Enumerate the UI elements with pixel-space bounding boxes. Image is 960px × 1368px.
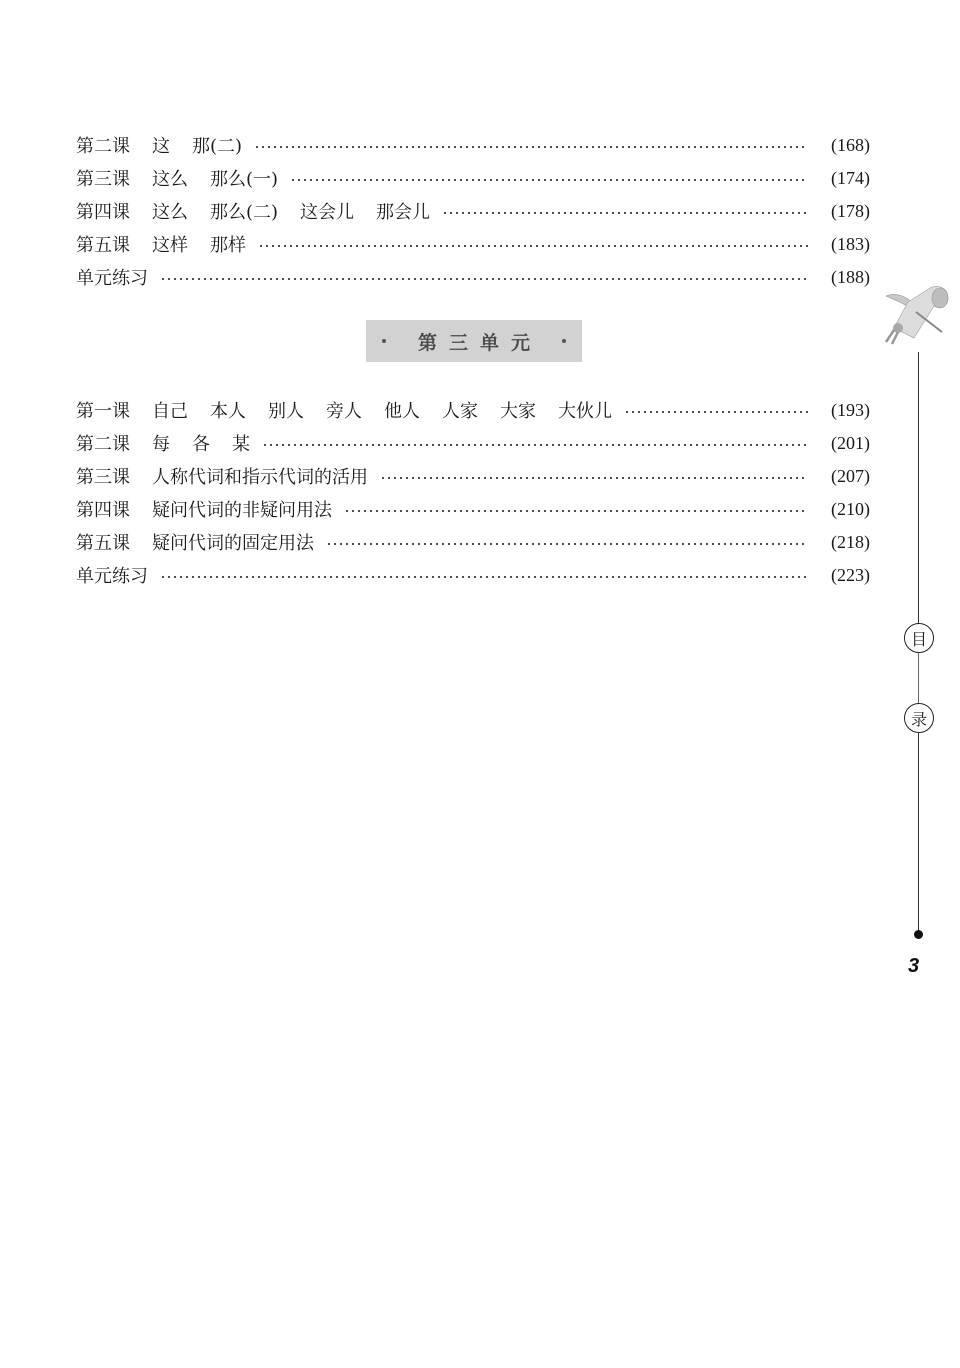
lesson-topic: 每 xyxy=(152,434,170,455)
vertical-rule xyxy=(918,653,919,703)
dot-leader xyxy=(442,212,808,214)
contents-char-lu: 录 xyxy=(904,703,934,733)
lesson-topic: 那么(二) xyxy=(210,202,279,223)
lesson-number: 第二课 xyxy=(76,434,130,455)
lesson-topic: 旁人 xyxy=(326,401,362,422)
end-dot xyxy=(914,930,923,939)
page-ref: (210) xyxy=(831,498,870,519)
page-ref: (223) xyxy=(831,564,870,585)
lesson-number: 第三课 xyxy=(76,467,130,488)
lesson-topic: 那(二) xyxy=(192,136,243,157)
lesson-topic: 大伙儿 xyxy=(558,401,612,422)
page-ref: (201) xyxy=(831,432,870,453)
unit-banner xyxy=(366,320,582,362)
lesson-topic: 那样 xyxy=(210,235,246,256)
toc-entry[interactable] xyxy=(76,264,870,290)
toc-entry[interactable] xyxy=(76,198,870,224)
lesson-number: 第四课 xyxy=(76,500,130,521)
lesson-topic: 各 xyxy=(192,434,210,455)
lesson-topic: 这么 xyxy=(152,202,188,223)
lesson-number: 第一课 xyxy=(76,401,130,422)
dot-leader xyxy=(160,576,808,578)
lesson-topic: 人称代词和指示代词的活用 xyxy=(152,467,368,488)
lesson-number: 第五课 xyxy=(76,533,130,554)
toc-entry[interactable] xyxy=(76,496,870,522)
page-ref: (174) xyxy=(831,167,870,188)
toc-entry[interactable] xyxy=(76,397,870,423)
vertical-rule xyxy=(918,733,919,933)
toc-entry[interactable] xyxy=(76,529,870,555)
bullet-dot xyxy=(382,339,386,343)
contents-char-mu: 目 xyxy=(904,623,934,653)
page-number: 3 xyxy=(908,955,920,977)
dot-leader xyxy=(380,477,808,479)
lesson-topic: 本人 xyxy=(210,401,246,422)
page-ref: (183) xyxy=(831,233,870,254)
lesson-topic: 别人 xyxy=(268,401,304,422)
toc-entry[interactable] xyxy=(76,463,870,489)
page-ref: (218) xyxy=(831,531,870,552)
lesson-topic: 大家 xyxy=(500,401,536,422)
lesson-number: 单元练习 xyxy=(76,268,148,289)
lesson-topic: 这 xyxy=(152,136,170,157)
lesson-topic: 人家 xyxy=(442,401,478,422)
toc-entry[interactable] xyxy=(76,165,870,191)
dot-leader xyxy=(326,543,808,545)
vertical-rule xyxy=(918,352,919,624)
lesson-topic: 这样 xyxy=(152,235,188,256)
dot-leader xyxy=(160,278,808,280)
lesson-topic: 疑问代词的固定用法 xyxy=(152,533,314,554)
page-ref: (168) xyxy=(831,134,870,155)
toc-entry[interactable] xyxy=(76,231,870,257)
lesson-topic: 自己 xyxy=(152,401,188,422)
lesson-topic: 这会儿 xyxy=(300,202,355,223)
unit-title: 第三单元 xyxy=(417,331,542,354)
lesson-number: 第五课 xyxy=(76,235,130,256)
lesson-number: 第二课 xyxy=(76,136,130,157)
lesson-topic: 这么 xyxy=(152,169,188,190)
toc-entry[interactable] xyxy=(76,430,870,456)
lesson-topic: 某 xyxy=(232,434,250,455)
dot-leader xyxy=(262,444,808,446)
lesson-number: 第三课 xyxy=(76,169,130,190)
toc-entry[interactable] xyxy=(76,132,870,158)
page-ref: (207) xyxy=(831,465,870,486)
bullet-dot xyxy=(562,339,566,343)
lesson-topic: 他人 xyxy=(384,401,420,422)
page-ref: (188) xyxy=(831,266,870,287)
lesson-topic: 疑问代词的非疑问用法 xyxy=(152,500,332,521)
dot-leader xyxy=(254,146,808,148)
dot-leader xyxy=(344,510,808,512)
lesson-topic: 那么(一) xyxy=(210,169,279,190)
scroll-quill-icon xyxy=(880,282,954,350)
lesson-number: 第四课 xyxy=(76,202,130,223)
toc-entry[interactable] xyxy=(76,562,870,588)
dot-leader xyxy=(258,245,808,247)
lesson-topic: 那会儿 xyxy=(376,202,431,223)
lesson-number: 单元练习 xyxy=(76,566,148,587)
dot-leader xyxy=(290,179,808,181)
page-ref: (178) xyxy=(831,200,870,221)
dot-leader xyxy=(624,411,808,413)
page-ref: (193) xyxy=(831,399,870,420)
